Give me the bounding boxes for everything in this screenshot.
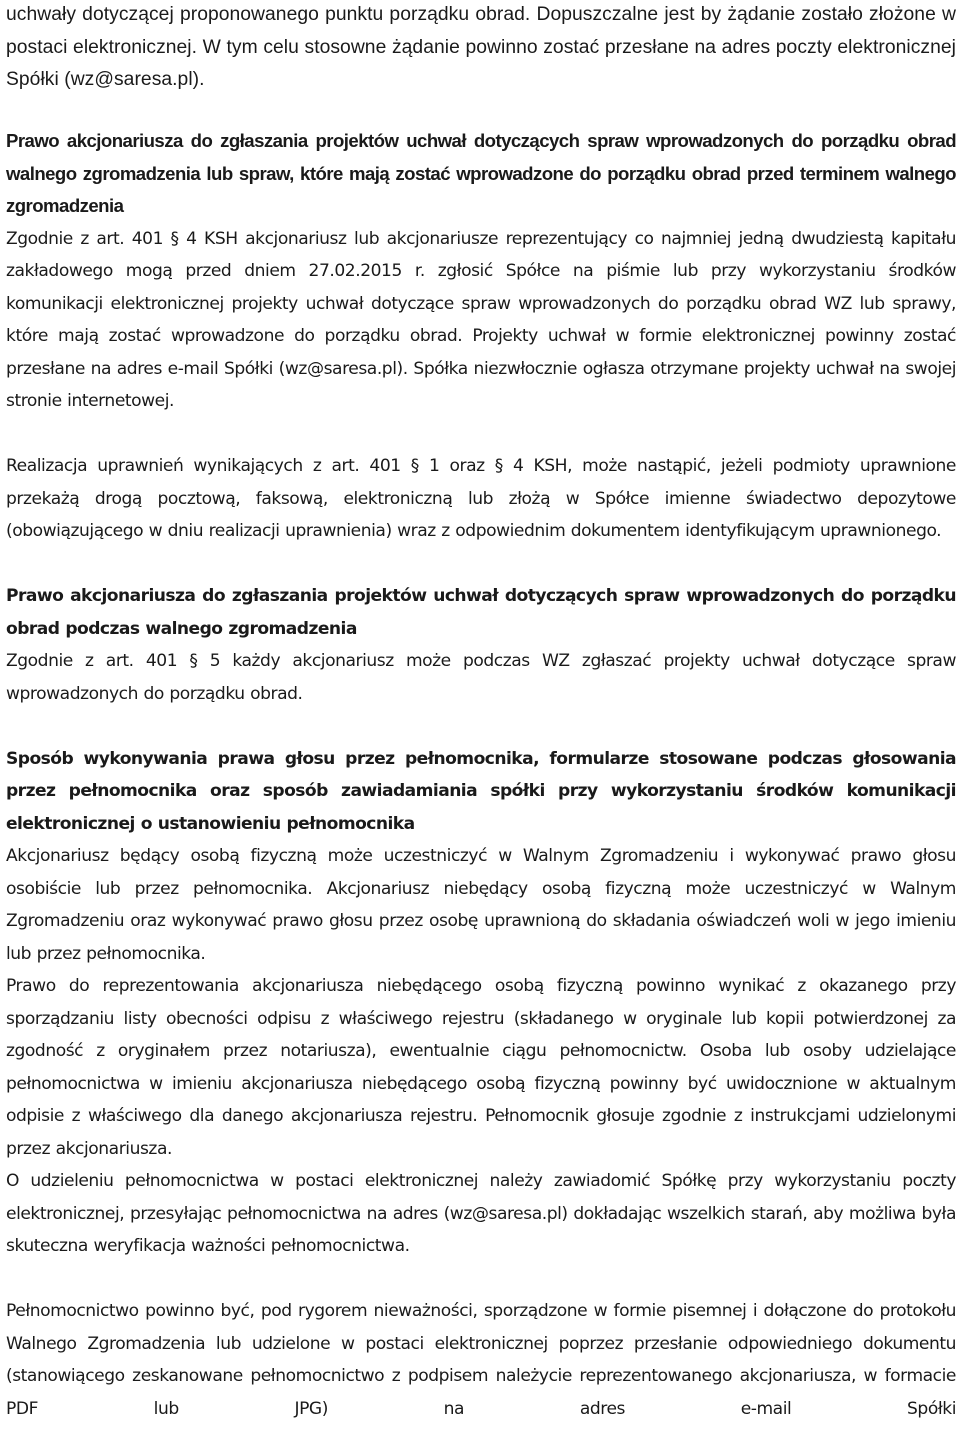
section-heading-projects-before: Prawo akcjonariusza do zgłaszania projektów uchwał dotyczących spraw wprowadzonych do porządku obrad walnego zgromadzenia lub spraw, które mają zostać wprowadzone do porządku obrad przed terminem walnego zgromadzenia: [6, 130, 956, 216]
document-page: [6, 0, 956, 1425]
section-body-projects-before: Zgodnie z art. 401 § 4 KSH akcjonariusz lub akcjonariusze reprezentujący co najmniej jedną dwudziestą kapitału zakładowego mogą przed dniem 27.02.2015 r. zgłosić Spółce na piśmie lub przy wykorzystaniu środków komunikacji elektronicznej projekty uchwał dotyczące spraw wprowadzonych do porządku obrad WZ lub sprawy, które mają zostać wprowadzone do porządku obrad. Projekty uchwał w formie elektronicznej powinny zostać przesłane na adres e-mail Spółki (wz@saresa.pl). Spółka niezwłocznie ogłasza otrzymane projekty uchwał na swojej stronie internetowej.: [6, 228, 956, 411]
proxy-paragraph: O udzieleniu pełnomocnictwa w postaci elektronicznej należy zawiadomić Spółkę przy wykorzystaniu poczty elektronicznej, przesyłając pełnomocnictwa na adres (wz@saresa.pl) dokładając wszelkich starań, aby możliwa była skuteczna weryfikacja ważności pełnomocnictwa.: [6, 1171, 956, 1256]
section-heading-proxy: Sposób wykonywania prawa głosu przez pełnomocnika, formularze stosowane podczas głosowania przez pełnomocnika oraz sposób zawiadamiania spółki przy wykorzystaniu środków komunikacji elektronicznej o ustanowieniu pełnomocnika: [6, 748, 956, 834]
spacer: [6, 710, 956, 743]
intro-paragraph: uchwały dotyczącej proponowanego punktu porządku obrad. Dopuszczalne jest by żądanie zostało złożone w postaci elektronicznej. W tym celu stosowne żądanie powinno zostać przesłane na adres poczty elektronicznej Spółki (wz@saresa.pl).: [6, 4, 956, 90]
proxy-paragraph: Prawo do reprezentowania akcjonariusza niebędącego osobą fizyczną powinno wynikać z okazanego przy sporządzaniu listy obecności odpisu z właściwego rejestru (składanego w oryginale lub kopii potwierdzonej za zgodność z oryginałem przez notariusza), ewentualnie ciągu pełnomocnictw. Osoba lub osoby udzielające pełnomocnictwa w imieniu akcjonariusza niebędącego osobą fizyczną powinny być uwidocznione w aktualnym odpisie z właściwego dla danego akcjonariusza rejestru. Pełnomocnik głosuje zgodnie z instrukcjami udzielonymi przez akcjonariusza.: [6, 976, 956, 1159]
proxy-final-paragraph: Pełnomocnictwo powinno być, pod rygorem nieważności, sporządzone w formie pisemnej i dołączone do protokołu Walnego Zgromadzenia lub udzielone w postaci elektronicznej poprzez przesłanie odpowiedniego dokumentu (stanowiącego zeskanowane pełnomocnictwo z podpisem należycie reprezentowanego akcjonariusza, w formacie PDF lub JPG) na adres e-mail Spółki: [6, 1301, 956, 1419]
spacer: [6, 97, 956, 126]
spacer: [6, 418, 956, 451]
section-body-projects-during: Zgodnie z art. 401 § 5 każdy akcjonariusz może podczas WZ zgłaszać projekty uchwał dotyczące spraw wprowadzonych do porządku obrad.: [6, 651, 956, 704]
spacer: [6, 548, 956, 581]
realization-paragraph: Realizacja uprawnień wynikających z art. 401 § 1 oraz § 4 KSH, może nastąpić, jeżeli podmioty uprawnione przekażą drogą pocztową, faksową, elektroniczną lub złożą w Spółce imienne świadectwo depozytowe (obowiązującego w dniu realizacji uprawnienia) wraz z odpowiednim dokumentem identyfikującym uprawnionego.: [6, 456, 956, 541]
proxy-paragraph: Akcjonariusz będący osobą fizyczną może uczestniczyć w Walnym Zgromadzeniu i wykonywać prawo głosu osobiście lub przez pełnomocnika. Akcjonariusz niebędący osobą fizyczną może uczestniczyć w Walnym Zgromadzeniu oraz wykonywać prawo głosu przez osobę uprawnioną do składania oświadczeń woli w jego imieniu lub przez pełnomocnika.: [6, 846, 956, 964]
spacer: [6, 1263, 956, 1296]
section-heading-projects-during: Prawo akcjonariusza do zgłaszania projektów uchwał dotyczących spraw wprowadzonych do porządku obrad podczas walnego zgromadzenia: [6, 586, 956, 639]
